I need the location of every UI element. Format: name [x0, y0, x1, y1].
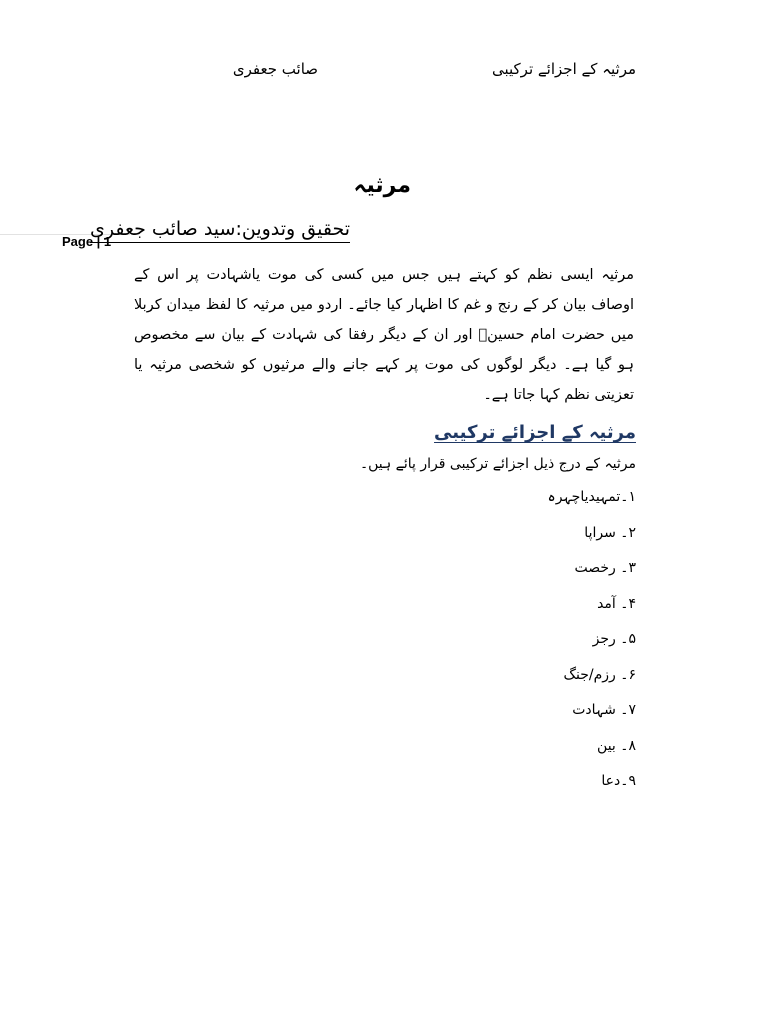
- header-author: صائب جعفری: [232, 60, 318, 78]
- list-intro: مرثیہ کے درج ذیل اجزائے ترکیبی قرار پائے ہیں۔: [359, 456, 636, 472]
- parts-list: [336, 486, 636, 806]
- list-item: ۳۔ رخصت: [574, 560, 636, 576]
- list-item: ۶۔ رزم/جنگ: [563, 666, 636, 683]
- list-item: ۵۔ رجز: [592, 631, 636, 647]
- list-item: ۸۔ بین: [597, 737, 636, 754]
- list-item: ۹۔دعا: [601, 773, 636, 789]
- page-number: Page | 1: [62, 234, 112, 249]
- page-title: مرثیہ: [353, 173, 411, 198]
- list-item: ۷۔ شہادت: [572, 702, 636, 718]
- intro-paragraph: مرثیہ ایسی نظم کو کہتے ہیں جس میں کسی کی موت یاشہادت پر اس کے اوصاف بیان کر کے رنج و غم کا اظہار کیا جائے۔ اردو میں مرثیہ کا لفظ میدان کربلا میں حضرت امام حسینؑ اور ان کے دیگر رفقا کی شہادت کے بیان سے مخصوص ہو گیا ہے۔ دیگر لوگوں کی موت پر کہے جانے والے مرثیوں کو شخصی مرثیہ یا تعزیتی نظم کہا جاتا ہے۔: [134, 267, 634, 403]
- list-item: ۱۔تمہیدیاچہرہ: [547, 489, 636, 505]
- list-item: ۲۔ سراپا: [584, 524, 636, 541]
- list-item: ۴۔ آمد: [597, 595, 636, 612]
- section-heading: مرثیہ کے اجزائے ترکیبی: [434, 422, 636, 443]
- byline: تحقیق وتدوین:سید صائب جعفری: [90, 218, 350, 243]
- header-chapter-title: مرثیہ کے اجزائے ترکیبی: [491, 60, 636, 78]
